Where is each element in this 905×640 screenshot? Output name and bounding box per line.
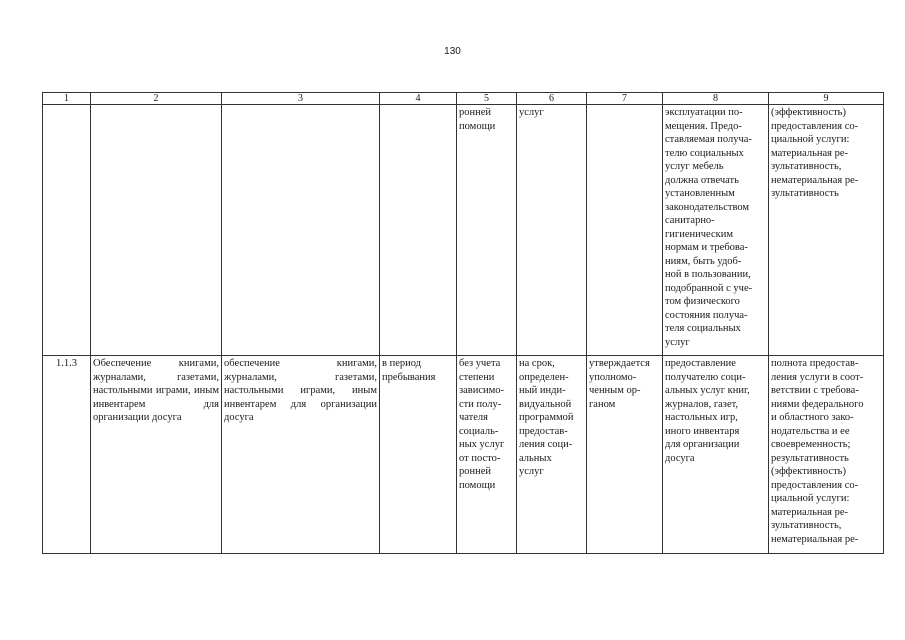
row-number-cell: 1.1.3 bbox=[43, 356, 91, 554]
table-cell: на срок, определен- ный инди- видуальной программой предостав- ления соци- альных услуг bbox=[517, 356, 587, 554]
column-number: 3 bbox=[222, 93, 380, 105]
page-number: 130 bbox=[444, 46, 461, 57]
service-description-cell: обеспечение книгами, журналами, газетами, настольными играми, иным инвентарем для организации досуга bbox=[222, 356, 380, 554]
table-cell bbox=[587, 105, 663, 356]
services-table bbox=[42, 92, 884, 554]
column-number-header-row bbox=[43, 93, 884, 105]
table-cell bbox=[91, 105, 222, 356]
table-cell: эксплуатации по- мещения. Предо- ставляемая получа- телю социальных услуг мебель должна отвечать установленным законодательством санитарно- гигиеническим нормам и требова- ниям, быть удоб- ной в пользовании, подобранной с уче- том физического состояния получа- теля социальных услуг bbox=[663, 105, 769, 356]
table-row-1-1-3 bbox=[43, 356, 884, 554]
table-cell: в период пребывания bbox=[380, 356, 457, 554]
table-cell bbox=[380, 105, 457, 356]
table-cell: предоставление получателю соци- альных услуг книг, журналов, газет, настольных игр, иного инвентаря для организации досуга bbox=[663, 356, 769, 554]
table-cell bbox=[43, 105, 91, 356]
table-cell: полнота предостав- ления услуги в соот- ветствии с требова- ниями федерального и областного зако- нодательства и ее своевременность; результативность (эффективность) предоставления со- циальной услуги: материальная ре- зультативность, нематериальная ре- bbox=[769, 356, 884, 554]
table-row-continuation bbox=[43, 105, 884, 356]
column-number: 2 bbox=[91, 93, 222, 105]
column-number: 5 bbox=[457, 93, 517, 105]
column-number: 8 bbox=[663, 93, 769, 105]
table-cell: ронней помощи bbox=[457, 105, 517, 356]
column-number: 9 bbox=[769, 93, 884, 105]
column-number: 6 bbox=[517, 93, 587, 105]
table-cell: услуг bbox=[517, 105, 587, 356]
table-cell: (эффективность) предоставления со- циальной услуги: материальная ре- зультативность, нематериальная ре- зультативность bbox=[769, 105, 884, 356]
column-number: 1 bbox=[43, 93, 91, 105]
table-cell: без учета степени зависимо- сти полу- чателя социаль- ных услуг от посто- ронней помощи bbox=[457, 356, 517, 554]
column-number: 7 bbox=[587, 93, 663, 105]
service-name-cell: Обеспечение книгами, журналами, газетами, настольными играми, иным инвентарем для организации досуга bbox=[91, 356, 222, 554]
table-cell: утверждается уполномо- ченным ор- ганом bbox=[587, 356, 663, 554]
column-number: 4 bbox=[380, 93, 457, 105]
table-cell bbox=[222, 105, 380, 356]
